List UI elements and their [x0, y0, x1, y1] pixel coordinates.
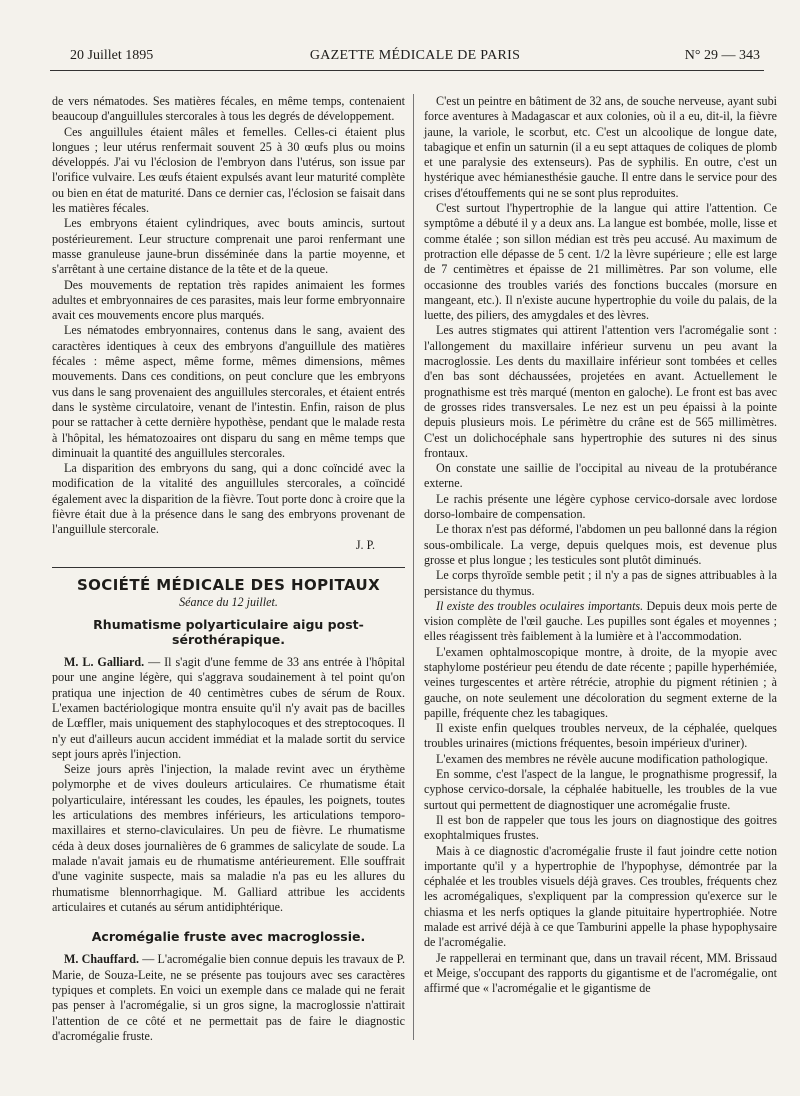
paragraph-text: — Il s'agit d'une femme de 33 ans entrée à l'hôpital pour une angine légère, qui s'aggrava soudainement à tel point qu'on pratiqua une injection de 40 centimètres cubes de sérum de Roux. L'examen bactériologique montra ensuite qu'il n'y avait pas de bacilles de Lœffler, mais uniquement des staphylocoques et des streptocoques. Il n'y eut d'ailleurs aucun accident immédiat et la malade sortit du service sept jours après l'injection.	[52, 655, 405, 761]
paragraph: L'examen des membres ne révèle aucune modification pathologique.	[436, 751, 768, 766]
paragraph: Seize jours après l'injection, la malade revint avec un érythème polymorphe et de vives douleurs articulaires. Ce rhumatisme était polyarticulaire, intéressant les coudes, les épaules, les poignets, toutes les articulations des membres inférieurs, les articulations temporo-maxillaires et sterno-claviculaires. Un peu de fièvre. Le rhumatisme céda à deux doses journalières de 6 grammes de salicylate de soude. La malade n'avait jamais eu de rhumatisme antérieurement. Elle souffrait d'une vaginite suspecte, mais sa maladie n'a pas eu les allures du rhumatisme blennorrhagique. M. Galliard attribue les accidents articulaires et cutanés au sérum antidiphtérique.	[52, 762, 405, 914]
paragraph: Je rappellerai en terminant que, dans un travail récent, MM. Brissaud et Meige, s'occupant des rapports du gigantisme et de l'acromégalie, ont affirmé que « l'acromégalie et le gigantisme de	[424, 950, 777, 996]
paragraph: Mais à ce diagnostic d'acromégalie fruste il faut joindre cette notion importante qu'il y a hypertrophie de l'hypophyse, démontrée par la céphalée et les troubles visuels déjà graves. Ces troubles, fréquents chez les acromégaliques, s'expliquent par la compression qu'exerce sur le chiasma et les nerfs optiques la glande pituitaire hypertrophiée. Notre malade est arrivé déjà à ce que Tamburini appelle la phase hypophysaire de l'acromégalie.	[424, 843, 777, 950]
page-header	[70, 48, 760, 68]
header-rule	[50, 70, 764, 71]
paragraph: Des mouvements de reptation très rapides animaient les formes adultes et embryonnaires de ces parasites, mais leur forme embryonnaire avait ces mouvements encore plus marqués.	[52, 277, 405, 323]
paragraph: Les autres stigmates qui attirent l'attention vers l'acromégalie sont : l'allongement du maxillaire inférieur survenu un peu avant la macroglossie. Les dents du maxillaire inférieur sont tombées et celles d'en bas sont déchaussées, projetées en avant. Actuellement le prognathisme est très marqué (menton en galoche). Le front est bas avec de grosses rides transversales. Le nez est un peu épaissi à la pointe depuis plusieurs mois. Le périmètre du crâne est de 565 millimètres. C'est un dolichocéphale sans hypertrophie des sutures ni des sinus frontaux.	[424, 323, 777, 460]
issue-date: 20 Juillet 1895	[70, 48, 154, 63]
right-column	[424, 94, 777, 997]
paragraph: Il existe enfin quelques troubles nerveux, de la céphalée, quelques troubles urinaires (mictions fréquentes, besoin impérieux d'uriner).	[424, 721, 777, 751]
paragraph-text: Depuis deux mois perte de vision complète de l'œil gauche. Les pupilles sont égales et moyennes ; elles réagissent très faiblement à la lumière et à l'accommodation.	[424, 598, 777, 644]
speaker-name: M. L. Galliard.	[64, 655, 145, 670]
speaker-name: M. Chauffard.	[64, 952, 140, 967]
paragraph: Le corps thyroïde semble petit ; il n'y a pas de signes attribuables à la persistance du thymus.	[424, 568, 777, 598]
paragraph	[424, 599, 777, 645]
paragraph: La disparition des embryons du sang, qui a donc coïncidé avec la modification de la vitalité des anguillules stercorales, a coïncidé également avec la disparition de la fièvre. Tout porte donc à croire que la fièvre était due à la présence dans le sang des embryons provenant de l'anguillule stercorale.	[52, 461, 405, 537]
paragraph: Le rachis présente une légère cyphose cervico-dorsale avec lordose dorso-lombaire de compensation.	[424, 491, 777, 522]
paragraph: Les nématodes embryonnaires, contenus dans le sang, avaient des caractères identiques à ceux des embryons d'anguillule des matières fécales : même aspect, même forme, mêmes dimensions, mêmes mouvements. Dans ces conditions, on peut conclure que les embryons vus dans le sang provenaient des anguillules stercorales, et étaient entrés dans le système circulatoire, venant de l'intestin. Enfin, raison de plus pour se rattacher à cette dernière hypothèse, pendant que le malade resta à l'hôpital, les hématozoaires ont disparu du sang en même temps que diminuait la quantité des anguillules stercorales.	[52, 323, 405, 460]
paragraph	[52, 655, 405, 762]
paragraph	[52, 952, 405, 1044]
article-heading: Rhumatisme polyarticulaire aigu post-sérothérapique.	[93, 616, 364, 647]
paragraph: En somme, c'est l'aspect de la langue, le prognathisme progressif, la cyphose cervico-dorsale, la céphalée habituelle, les troubles de la vue surtout qui permettent de diagnostiquer une acromégalie fruste.	[424, 767, 777, 812]
paragraph-text: — L'acromégalie bien connue depuis les travaux de P. Marie, de Souza-Leite, ne se présente pas toujours avec ses caractères typiques et complets. En voici un exemple dans ce malade qui ne ferait pas penser à l'acromégalie, si un gros signe, la macroglossie n'attirait l'attention de ce côté et ne permettait pas de faire le diagnostic d'acromégalie fruste.	[52, 952, 405, 1043]
paragraph: de vers nématodes. Ses matières fécales, en même temps, contenaient beaucoup d'anguillules stercorales à tous les degrés de développement.	[52, 94, 405, 124]
emphasis-text: Il existe des troubles oculaires importants.	[436, 598, 644, 613]
author-signature: J. P.	[355, 537, 375, 552]
article-heading: Acromégalie fruste avec macroglossie.	[91, 929, 366, 945]
section-rule	[52, 567, 405, 568]
paragraph: Le thorax n'est pas déformé, l'abdomen un peu ballonné dans la région sous-ombilicale. La verge, depuis quelques mois, est devenue plus grosse et plus longue ; les testicules sont plutôt diminués.	[424, 522, 777, 567]
column-divider	[413, 94, 414, 1040]
paragraph: Ces anguillules étaient mâles et femelles. Celles-ci étaient plus longues ; leur utérus renfermait souvent 25 à 30 œufs plus ou moins développés. J'ai vu l'éclosion de l'embryon dans l'utérus, son issue par l'orifice vulvaire. Les œufs étaient expulsés avant leur maturité complète ou bien en état de maturité. Dans ce dernier cas, l'éclosion se faisait dans les matières fécales.	[52, 124, 405, 216]
paragraph: C'est surtout l'hypertrophie de la langue qui attire l'attention. Ce symptôme a débuté il y a deux ans. La langue est bombée, molle, lisse et comme étalée ; son sillon médian est très peu accusé. Au maximum de protraction elle dépasse de 5 cent. 1/2 la lèvre supérieure ; elle est large de 7 centimètres et épaisse de 21 millimètres. Par son volume, elle occasionne des troubles variés des fonctions buccales (morsure en mangeant, etc.). Il n'existe aucune hypertrophie du voile du palais, de la luette, des piliers, des amygdales et des lèvres.	[424, 201, 777, 323]
society-heading: SOCIÉTÉ MÉDICALE DES HOPITAUX	[76, 575, 381, 594]
journal-title: GAZETTE MÉDICALE DE PARIS	[309, 48, 521, 63]
issue-page-number: N° 29 — 343	[684, 48, 760, 63]
session-date: Séance du 12 juillet.	[179, 595, 278, 610]
paragraph: C'est un peintre en bâtiment de 32 ans, de souche nerveuse, ayant subi force aventures à Madagascar et aux colonies, où il a eu, dit-il, la fièvre jaune, la variole, le scorbut, etc. C'est un alcoolique de longue date, tabagique et enfin un saturnin (il a eu sept attaques de coliques de plomb et une paralysie des extenseurs). Pas de syphilis. En outre, c'est un hystérique avec hémianesthésie gauche. Il entre dans le service pour des crises d'étouffements qui ne se sont plus reproduites.	[424, 94, 777, 200]
paragraph: Il est bon de rappeler que tous les jours on diagnostique des goitres exophtalmiques frustes.	[424, 812, 777, 843]
paragraph: Les embryons étaient cylindriques, avec bouts amincis, surtout postérieurement. Leur structure comprenait une paroi renfermant une masse granuleuse jaune-brun disséminée dans la partie moyenne, et s'arrêtant à une certaine distance de la tête et de la queue.	[52, 216, 405, 277]
left-column	[52, 94, 405, 1044]
paragraph: On constate une saillie de l'occipital au niveau de la protubérance externe.	[424, 461, 777, 491]
paragraph: L'examen ophtalmoscopique montre, à droite, de la myopie avec staphylome postérieur peu étendu de date récente ; papille hyperhémiée, veines turgescentes et artère rétrécie, atrophie du pigment rétinien ; à gauche, on note seulement une décoloration du segment externe de la papille, fréquente chez les tabagiques.	[424, 644, 777, 720]
